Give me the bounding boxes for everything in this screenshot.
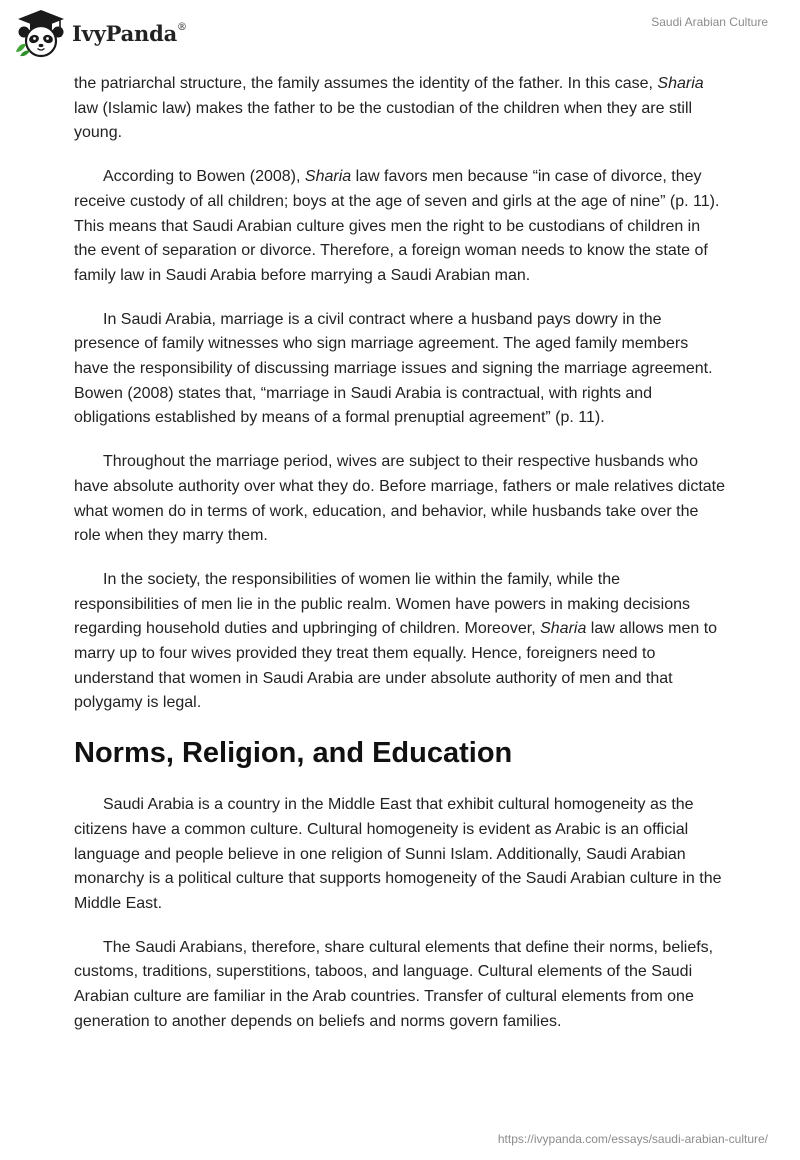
sharia-term: Sharia bbox=[540, 620, 587, 638]
brand-name: IvyPanda® bbox=[72, 20, 187, 46]
paragraph-6: Saudi Arabia is a country in the Middle East that exhibit cultural homogeneity as the citizens have a common culture. Cultural homogeneity is evident as Arabic is an official language and people believe in one religion of Sunni Islam. Additionally, Saudi Arabian monarchy is a political culture that supports homogeneity of the Saudi Arabian culture in the Middle East. bbox=[74, 796, 722, 912]
panda-logo-icon bbox=[14, 8, 68, 58]
paragraph-3: In Saudi Arabia, marriage is a civil contract where a husband pays dowry in the presence of family witnesses who sign marriage agreement. The aged family members have the responsibility of discussing marriage issues and signing the marriage agreement. Bowen (2008) states that, “marriage in Saudi Arabia is contractual, with rights and obligations established by means of a formal prenuptial agreement” (p. 11). bbox=[74, 310, 713, 427]
ivypanda-logo[interactable] bbox=[14, 8, 187, 58]
registered-mark: ® bbox=[177, 21, 187, 33]
paragraph-2: According to Bowen (2008), Sharia law favors men because “in case of divorce, they receive custody of all children; boys at the age of seven and girls at the age of nine” (p. 11). This means that Saudi Arabian culture gives men the right to be custodians of children in the event of separation or divorce. Therefore, a foreign woman needs to know the state of family law in Saudi Arabia before marrying a Saudi Arabian man. bbox=[74, 168, 720, 284]
essay-body bbox=[74, 72, 726, 1054]
page-header bbox=[0, 0, 800, 70]
paragraph-5: In the society, the responsibilities of women lie within the family, while the responsibilities of men lie in the public realm. Women have powers in making decisions regarding household duties and upbringing of children. Moreover, Sharia law allows men to marry up to four wives provided they treat them equally. Hence, foreigners need to understand that women in Saudi Arabia are under absolute authority of men and that polygamy is legal. bbox=[74, 570, 718, 712]
paragraph-7: The Saudi Arabians, therefore, share cultural elements that define their norms, beliefs, customs, traditions, superstitions, taboos, and language. Cultural elements of the Saudi Arabian culture are familiar in the Arab countries. Transfer of cultural elements from one generation to another depends on beliefs and norms govern families. bbox=[74, 938, 714, 1030]
source-url-link[interactable]: https://ivypanda.com/essays/saudi-arabian-culture/ bbox=[497, 1132, 768, 1146]
paragraph-4: Throughout the marriage period, wives are subject to their respective husbands who have absolute authority over what they do. Before marriage, fathers or male relatives dictate what women do in terms of work, education, and behavior, while husbands take over the role when they marry them. bbox=[74, 453, 726, 545]
section-heading: Norms, Religion, and Education bbox=[74, 737, 513, 770]
sharia-term: Sharia bbox=[657, 75, 704, 92]
document-title: Saudi Arabian Culture bbox=[651, 15, 768, 29]
paragraph-1: the patriarchal structure, the family assumes the identity of the father. In this case, Sharia law (Islamic law) makes the father to be the custodian of the children when they are still young. bbox=[74, 75, 704, 142]
sharia-term: Sharia bbox=[304, 168, 352, 186]
